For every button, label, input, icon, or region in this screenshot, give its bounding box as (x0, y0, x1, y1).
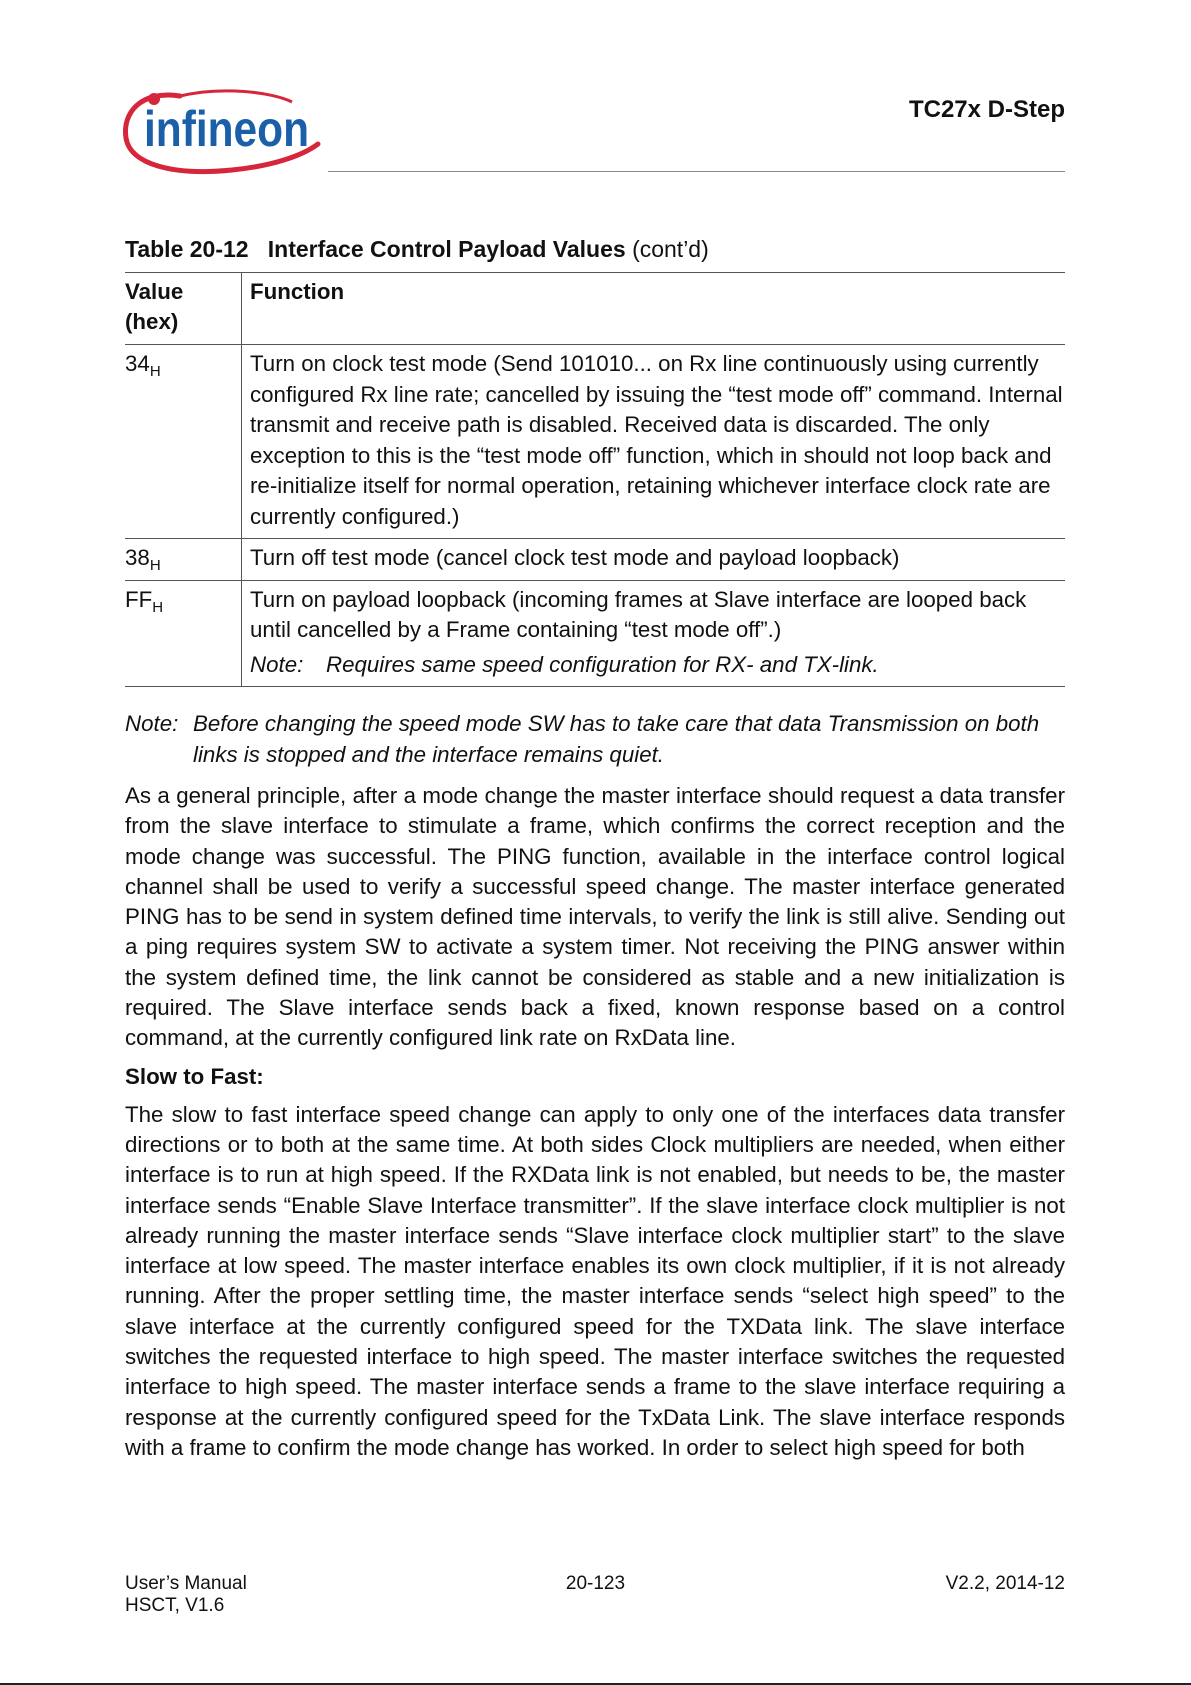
value-text: 34 (125, 351, 150, 376)
table-caption (125, 234, 1065, 264)
value-subscript: H (149, 557, 161, 574)
table-row-note-text: Requires same speed configuration for RX- and TX-link. (326, 651, 879, 677)
column-header-value (125, 273, 242, 345)
value-cell (125, 580, 242, 687)
payload-values-table (125, 272, 1065, 687)
paragraph-general-principle: As a general principle, after a mode change the master interface should request a data transfer from the slave interface to stimulate a frame, which confirms the correct reception and the mode change was successful. The PING function, available in the interface control logical channel shall be used to verify a successful speed change. The master interface generated PING has to be send in system defined time intervals, to verify the link is still alive. Sending out a ping requires system SW to activate a system timer. Not receiving the PING answer within the system defined time, the link cannot be considered as stable and a new initialization is required. The Slave interface sends back a fixed, known response based on a control command, at the currently configured link rate on RxData line. (125, 783, 1065, 1051)
table-row-note (250, 650, 1065, 681)
table-caption-label: Table 20-12 (125, 236, 249, 262)
table-header-row (125, 273, 1065, 345)
function-cell: Turn on clock test mode (Send 101010... on Rx line continuously using currently configured Rx line rate; cancelled by issuing the “test mode off” command. Internal transmit and receive path is disabled. Received data is discarded. The only exception to this is the “test mode off” function, which in should not loop back and re-initialize itself for normal operation, retaining whichever interface clock rate are currently configured.) (250, 351, 1063, 529)
function-cell: Turn off test mode (cancel clock test mode and payload loopback) (250, 545, 900, 570)
speed-mode-note (125, 709, 1065, 770)
paragraph-slow-to-fast: The slow to fast interface speed change can apply to only one of the interfaces data transfer directions or to both at the same time. At both sides Clock multipliers are needed, when either interface is to run at high speed. If the RXData link is not enabled, but needs to be, the master interface sends “Enable Slave Interface transmitter”. If the slave interface clock multiplier is not already running the master interface sends “Slave interface clock multiplier start” to the slave interface at low speed. The master interface enables its own clock multiplier, if it is not already running. After the proper settling time, the master interface sends “select high speed” to the slave interface at the currently configured speed for the TXData link. The slave interface switches the requested interface to high speed. The master interface switches the requested interface to high speed. The master interface sends a frame to the slave interface requiring a response at the currently configured speed for the TxData Link. The slave interface responds with a frame to confirm the mode change has worked. In order to select high speed for both (125, 1101, 1065, 1460)
logo-wordmark: infineon (144, 101, 309, 157)
note-label: Note: (125, 711, 179, 736)
table-row (125, 345, 1065, 539)
table-row-note-label: Note: (250, 651, 304, 677)
function-cell (242, 580, 1066, 687)
footer-date: V2.2, 2014-12 (945, 1573, 1065, 1594)
value-subscript: H (149, 363, 161, 380)
value-text: 38 (125, 545, 150, 570)
footer-manual: User’s Manual (125, 1573, 247, 1594)
infineon-logo (122, 82, 332, 178)
table-row (125, 580, 1065, 687)
note-text: Before changing the speed mode SW has to take care that data Transmission on both links is stopped and the interface remains quiet. (193, 711, 1040, 767)
footer-version: HSCT, V1.6 (125, 1595, 225, 1616)
main-content (125, 234, 1065, 1463)
value-subscript: H (152, 598, 164, 616)
column-header-value-text: Value (hex) (125, 279, 184, 334)
document-title: TC27x D-Step (908, 96, 1065, 123)
table-caption-title: Interface Control Payload Values (267, 236, 626, 262)
table-row (125, 539, 1065, 581)
page-number: 20-123 (565, 1573, 626, 1594)
column-header-function: Function (250, 279, 345, 304)
value-text: FF (125, 586, 153, 612)
function-text: Turn on payload loopback (incoming frames at Slave interface are looped back until cancelled by a Frame containing “test mode off”.) (250, 586, 1027, 642)
value-cell (125, 539, 242, 581)
header-divider (328, 171, 1065, 172)
table-caption-suffix: (cont’d) (632, 236, 709, 262)
value-cell (125, 345, 242, 539)
subheading-slow-to-fast: Slow to Fast: (125, 1063, 264, 1089)
